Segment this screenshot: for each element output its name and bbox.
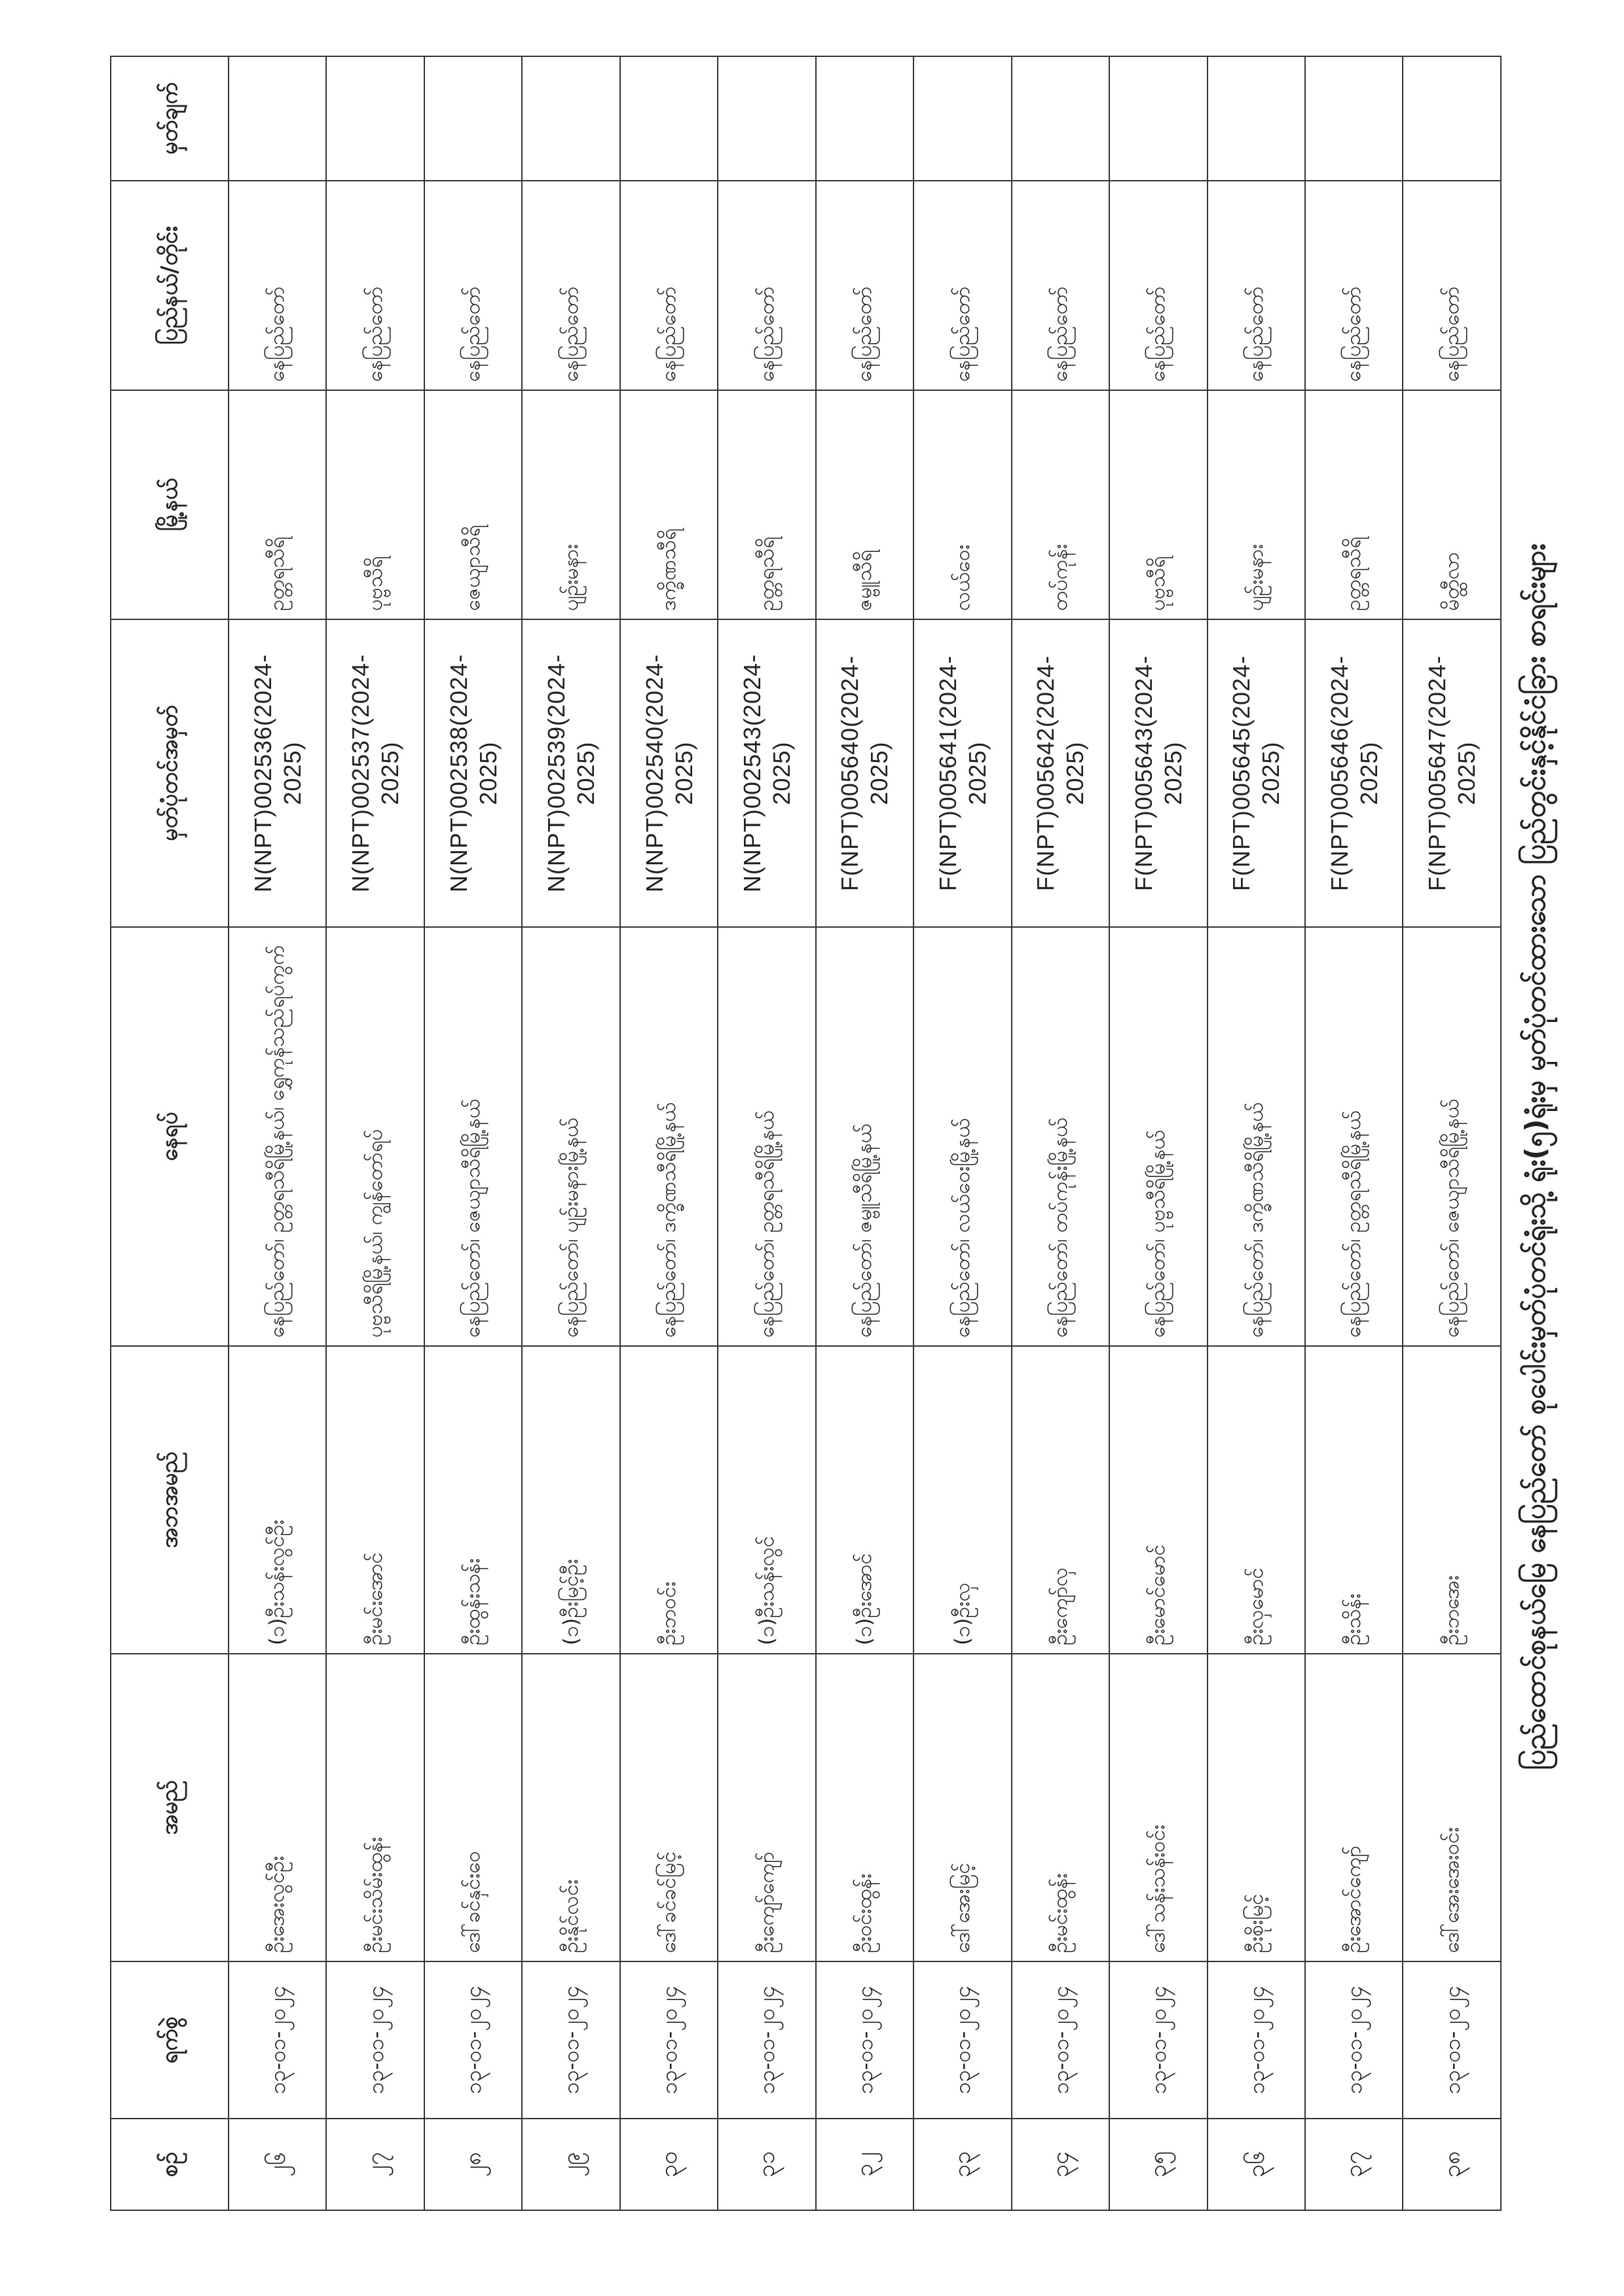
row-address: နေပြည်တော်၊ ဒက္ခိဏသီရိမြို့နယ် [620, 927, 718, 1346]
row-address: နေပြည်တော်၊ ပုဗ္ဗသီရိမြို့နယ် [1109, 927, 1207, 1346]
row-date: ၁၃-၀၁-၂၀၂၄ [913, 1961, 1011, 2119]
row-township: လယ်ဝေး [913, 390, 1011, 619]
header-cell: မှတ်ချက် [111, 56, 229, 181]
header-cell: အမည် [111, 1654, 229, 1961]
row-name: ဒေါ်ခင်ခင်မြင့် [620, 1654, 718, 1961]
row-father-name: ဦးမင်းအောင် [326, 1346, 424, 1654]
row-name: ဒေါ်ခင်နှင်းဝေ [424, 1654, 522, 1961]
table-row [326, 56, 424, 2210]
row-number: ၃၃ [913, 2119, 1011, 2210]
row-father-name: (၁)ဦးလှ [913, 1346, 1011, 1654]
row-name: ဦးအေးလွင်ဦး [229, 1654, 326, 1961]
row-address: နေပြည်တော်၊ လယ်ဝေးမြို့နယ် [913, 927, 1011, 1346]
row-region: နေပြည်တော် [1012, 181, 1109, 390]
row-remark [1109, 56, 1207, 181]
row-father-name: ဦးထွန်းသန်း [424, 1346, 522, 1654]
row-number: ၃၆ [1208, 2119, 1305, 2210]
row-registration-number: N(NPT)002538(2024-2025) [424, 619, 522, 927]
row-registration-number: F(NPT)005642(2024-2025) [1012, 619, 1109, 927]
row-registration-number: N(NPT)002539(2024-2025) [522, 619, 619, 927]
row-date: ၁၃-၀၁-၂၀၂၄ [424, 1961, 522, 2119]
row-township: ပုဗ္ဗသီရိ [326, 390, 424, 619]
row-number: ၂၉ [522, 2119, 619, 2210]
table-row [620, 56, 718, 2210]
row-father-name: (၁)ဦးသန်းလွင်ဦး [229, 1346, 326, 1654]
row-region: နေပြည်တော် [1109, 181, 1207, 390]
table-row [718, 56, 815, 2210]
row-township: ဥတ္တရသီရိ [718, 390, 815, 619]
row-address: နေပြည်တော်၊ ဇေယျာသီရိမြို့နယ် [1403, 927, 1501, 1346]
row-date: ၁၃-၀၁-၂၀၂၄ [620, 1961, 718, 2119]
row-date: ၁၃-၀၁-၂၀၂၄ [1305, 1961, 1403, 2119]
row-township: ပုဗ္ဗသီရိ [1109, 390, 1207, 619]
row-name: ဦးအောင်ကျော် [1305, 1654, 1403, 1961]
row-date: ၁၃-၀၁-၂၀၂၄ [1012, 1961, 1109, 2119]
row-number: ၂၆ [229, 2119, 326, 2210]
row-remark [620, 56, 718, 181]
row-name: ဦးဝင်းထွန်း [816, 1654, 913, 1961]
table-row [1403, 56, 1501, 2210]
row-remark [522, 56, 619, 181]
row-region: နေပြည်တော် [522, 181, 619, 390]
row-date: ၁၃-၀၁-၂၀၂၄ [816, 1961, 913, 2119]
row-number: ၃၈ [1403, 2119, 1501, 2210]
row-date: ၁၃-၀၁-၂၀၂၄ [1109, 1961, 1207, 2119]
header-cell: မြို့နယ် [111, 390, 229, 619]
row-father-name: (၁)ဦးမြင့်ဦး [522, 1346, 619, 1654]
row-name: ဦးနိုင်လင်း [522, 1654, 619, 1961]
row-date: ၁၃-၀၁-၂၀၂၄ [1208, 1961, 1305, 2119]
row-name: ဒေါ်အေးအေးဝင်း [1403, 1654, 1501, 1961]
row-address: နေပြည်တော်၊ ဥတ္တရသီရိမြို့နယ် [718, 927, 815, 1346]
row-address: ပုဗ္ဗသီရိမြို့နယ်၊ ကျွန်တော်ရပ် [326, 927, 424, 1346]
row-registration-number: N(NPT)002537(2024-2025) [326, 619, 424, 927]
row-remark [424, 56, 522, 181]
register-table [110, 56, 1502, 2211]
row-township: ဥတ္တရသီရိ [1305, 390, 1403, 619]
row-region: နေပြည်တော် [424, 181, 522, 390]
table-row [424, 56, 522, 2210]
row-address: နေပြည်တော်၊ ဇေယျာသီရိမြို့နယ် [424, 927, 522, 1346]
row-number: ၃၄ [1012, 2119, 1109, 2210]
document-title: ပြည်ထောင်စုနယ်မြေ နေပြည်တော် စုပေါင်းမှတ်ပုံတင်ရုံးသို့ ရုံး(၅)ရုံးမှ မှတ်ပုံတင်ထားသော ပြည်တွင်းနှင့်နိုင်ငံခြား စာရင်းများ [1519, 543, 1551, 1770]
row-remark [1012, 56, 1109, 181]
row-township: ပျဉ်းမနား [522, 390, 619, 619]
row-number: ၂၈ [424, 2119, 522, 2210]
row-township: ဥတ္တရသီရိ [229, 390, 326, 619]
row-registration-number: F(NPT)005647(2024-2025) [1403, 619, 1501, 927]
row-father-name: (၁)ဦးသန်းလွင် [718, 1346, 815, 1654]
row-address: နေပြည်တော်၊ ဥတ္တရသီရိမြို့နယ် [1305, 927, 1403, 1346]
header-cell: နေရပ် [111, 927, 229, 1346]
row-registration-number: N(NPT)002540(2024-2025) [620, 619, 718, 927]
row-region: နေပြည်တော် [620, 181, 718, 390]
row-township: ဇမ္ဗူသီရိ [816, 390, 913, 619]
row-remark [229, 56, 326, 181]
row-registration-number: F(NPT)005640(2024-2025) [816, 619, 913, 927]
table-row [816, 56, 913, 2210]
row-name: ဦးမင်းသိမ်းထွန်း [326, 1654, 424, 1961]
row-date: ၁၃-၀၁-၂၀၂၄ [326, 1961, 424, 2119]
row-region: နေပြည်တော် [913, 181, 1011, 390]
row-father-name: ဦးလှမောင် [1208, 1346, 1305, 1654]
table-row [1208, 56, 1305, 2210]
row-father-name: ဦးကျော်လှ [1012, 1346, 1109, 1654]
row-name: ဦးမင်းထွန်း [1012, 1654, 1109, 1961]
row-registration-number: F(NPT)005641(2024-2025) [913, 619, 1011, 927]
row-father-name: ဦးသိန်း [1305, 1346, 1403, 1654]
row-number: ၂၇ [326, 2119, 424, 2210]
row-remark [913, 56, 1011, 181]
row-remark [1403, 56, 1501, 181]
row-father-name: (၁)ဦးအောင် [816, 1346, 913, 1654]
row-name: ဦးစိုးမြင့် [1208, 1654, 1305, 1961]
table-row [1109, 56, 1207, 2210]
row-father-name: ဦးဘအေး [1403, 1346, 1501, 1654]
row-name: ဦးကျော်ကျော် [718, 1654, 815, 1961]
row-number: ၃၂ [816, 2119, 913, 2210]
header-cell: အဘအမည် [111, 1346, 229, 1654]
row-remark [326, 56, 424, 181]
row-father-name: ဦးမောင်မောင် [1109, 1346, 1207, 1654]
row-registration-number: F(NPT)005643(2024-2025) [1109, 619, 1207, 927]
row-registration-number: N(NPT)002536(2024-2025) [229, 619, 326, 927]
row-address: နေပြည်တော်၊ ဥတ္တရသီရိမြို့နယ်၊ ရွှေကုန်သည်ရပ်ကွက် [229, 927, 326, 1346]
table-row [1305, 56, 1403, 2210]
row-township: တပ်ကုန်း [1012, 390, 1109, 619]
row-remark [1305, 56, 1403, 181]
header-cell: ရက်စွဲ [111, 1961, 229, 2119]
row-address: နေပြည်တော်၊ ပျဉ်းမနားမြို့နယ် [522, 927, 619, 1346]
row-region: နေပြည်တော် [229, 181, 326, 390]
header-cell: ပြည်နယ်/တိုင်း [111, 181, 229, 390]
row-date: ၁၃-၀၁-၂၀၂၄ [718, 1961, 815, 2119]
row-address: နေပြည်တော်၊ ဇမ္ဗူသီရိမြို့နယ် [816, 927, 913, 1346]
row-address: နေပြည်တော်၊ တပ်ကုန်းမြို့နယ် [1012, 927, 1109, 1346]
header-cell: စဉ် [111, 2119, 229, 2210]
row-name: ဒေါ်အေးမြင့် [913, 1654, 1011, 1961]
row-remark [718, 56, 815, 181]
row-region: နေပြည်တော် [718, 181, 815, 390]
row-address: နေပြည်တော်၊ ဒက္ခိဏသီရိမြို့နယ် [1208, 927, 1305, 1346]
row-region: နေပြည်တော် [326, 181, 424, 390]
row-registration-number: F(NPT)005646(2024-2025) [1305, 619, 1403, 927]
header-cell: မှတ်ပုံတင်အမှတ် [111, 619, 229, 927]
table-row [522, 56, 619, 2210]
row-township: ပျဉ်းမနား [1208, 390, 1305, 619]
row-registration-number: F(NPT)005645(2024-2025) [1208, 619, 1305, 927]
row-remark [816, 56, 913, 181]
row-number: ၃၅ [1109, 2119, 1207, 2210]
row-number: ၃၁ [718, 2119, 815, 2210]
row-date: ၁၃-၀၁-၂၀၂၄ [229, 1961, 326, 2119]
row-number: ၃၀ [620, 2119, 718, 2210]
row-region: နေပြည်တော် [1305, 181, 1403, 390]
row-township: ဒက္ခိဏသီရိ [620, 390, 718, 619]
row-region: နေပြည်တော် [816, 181, 913, 390]
row-registration-number: N(NPT)002543(2024-2025) [718, 619, 815, 927]
row-number: ၃၇ [1305, 2119, 1403, 2210]
row-region: နေပြည်တော် [1208, 181, 1305, 390]
row-date: ၁၃-၀၁-၂၀၂၄ [1403, 1961, 1501, 2119]
row-father-name: ဦးဘဝင်း [620, 1346, 718, 1654]
table-row [1012, 56, 1109, 2210]
row-region: နေပြည်တော် [1403, 181, 1501, 390]
row-date: ၁၃-၀၁-၂၀၂၄ [522, 1961, 619, 2119]
row-township: ဇေယျာသီရိ [424, 390, 522, 619]
row-remark [1208, 56, 1305, 181]
table-row [229, 56, 326, 2210]
table-row [913, 56, 1011, 2210]
table-header-row [111, 56, 229, 2210]
row-township: မိတ္ထီလာ [1403, 390, 1501, 619]
row-name: ဒေါ်သန်းသန်းဝင်း [1109, 1654, 1207, 1961]
